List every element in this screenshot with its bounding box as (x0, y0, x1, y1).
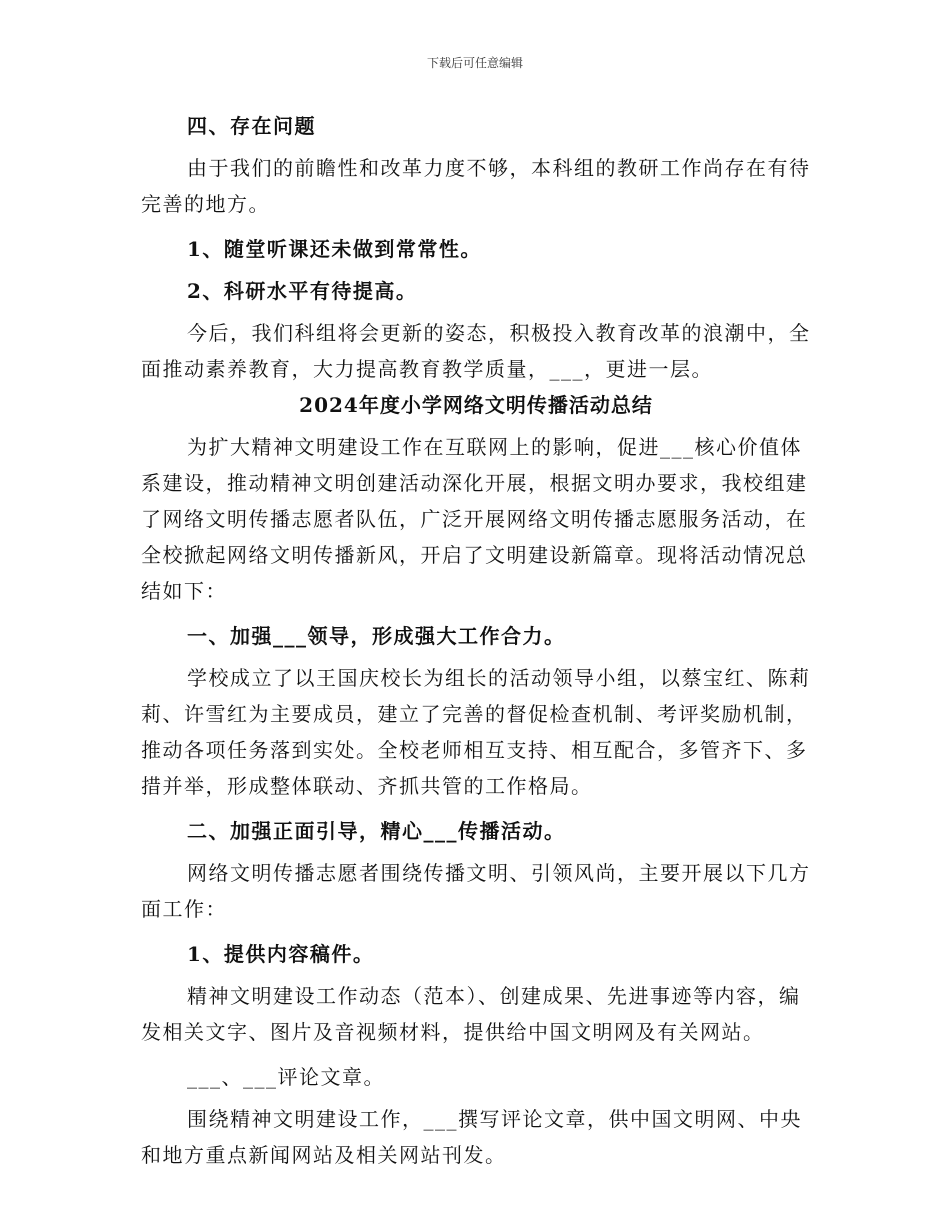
section-heading-problems: 四、存在问题 (187, 114, 316, 138)
document-body (141, 108, 811, 1173)
paragraph: 今后，我们科组将会更新的姿态，积极投入教育改革的浪潮中，全面推动素养教育，大力提高教育教学质量，___，更进一层。 (141, 321, 811, 381)
paragraph: 网络文明传播志愿者围绕传播文明、引领风尚，主要开展以下几方面工作： (141, 861, 811, 921)
list-item: 1、随堂听课还未做到常常性。 (187, 237, 482, 261)
list-item: 2、科研水平有待提高。 (187, 279, 418, 303)
section-heading: 一、加强___领导，形成强大工作合力。 (187, 624, 566, 648)
list-item: ___、___评论文章。 (187, 1065, 385, 1089)
paragraph: 精神文明建设工作动态（范本）、创建成果、先进事迹等内容，编发相关文字、图片及音视频材料，提供给中国文明网及有关网站。 (141, 984, 801, 1044)
page-header: 下载后可任意编辑 (426, 56, 523, 70)
document-title: 2024年度小学网络文明传播活动总结 (299, 393, 653, 417)
paragraph: 为扩大精神文明建设工作在互联网上的影响，促进___核心价值体系建设，推动精神文明创建活动深化开展，根据文明办要求，我校组建了网络文明传播志愿者队伍，广泛开展网络文明传播志愿服务活动，在全校掀起网络文明传播新风，开启了文明建设新篇章。现将活动情况总结如下： (141, 435, 808, 603)
list-item: 1、提供内容稿件。 (187, 942, 375, 966)
paragraph: 由于我们的前瞻性和改革力度不够，本科组的教研工作尚存在有待完善的地方。 (141, 156, 811, 216)
paragraph: 围绕精神文明建设工作，___撰写评论文章，供中国文明网、中央和地方重点新闻网站及相关网站刊发。 (141, 1107, 802, 1167)
paragraph: 学校成立了以王国庆校长为组长的活动领导小组，以蔡宝红、陈莉莉、许雪红为主要成员，建立了完善的督促检查机制、考评奖励机制，推动各项任务落到实处。全校老师相互支持、相互配合，多管齐下、多措并举，形成整体联动、齐抓共管的工作格局。 (141, 666, 811, 798)
section-heading: 二、加强正面引导，精心___传播活动。 (187, 819, 566, 843)
